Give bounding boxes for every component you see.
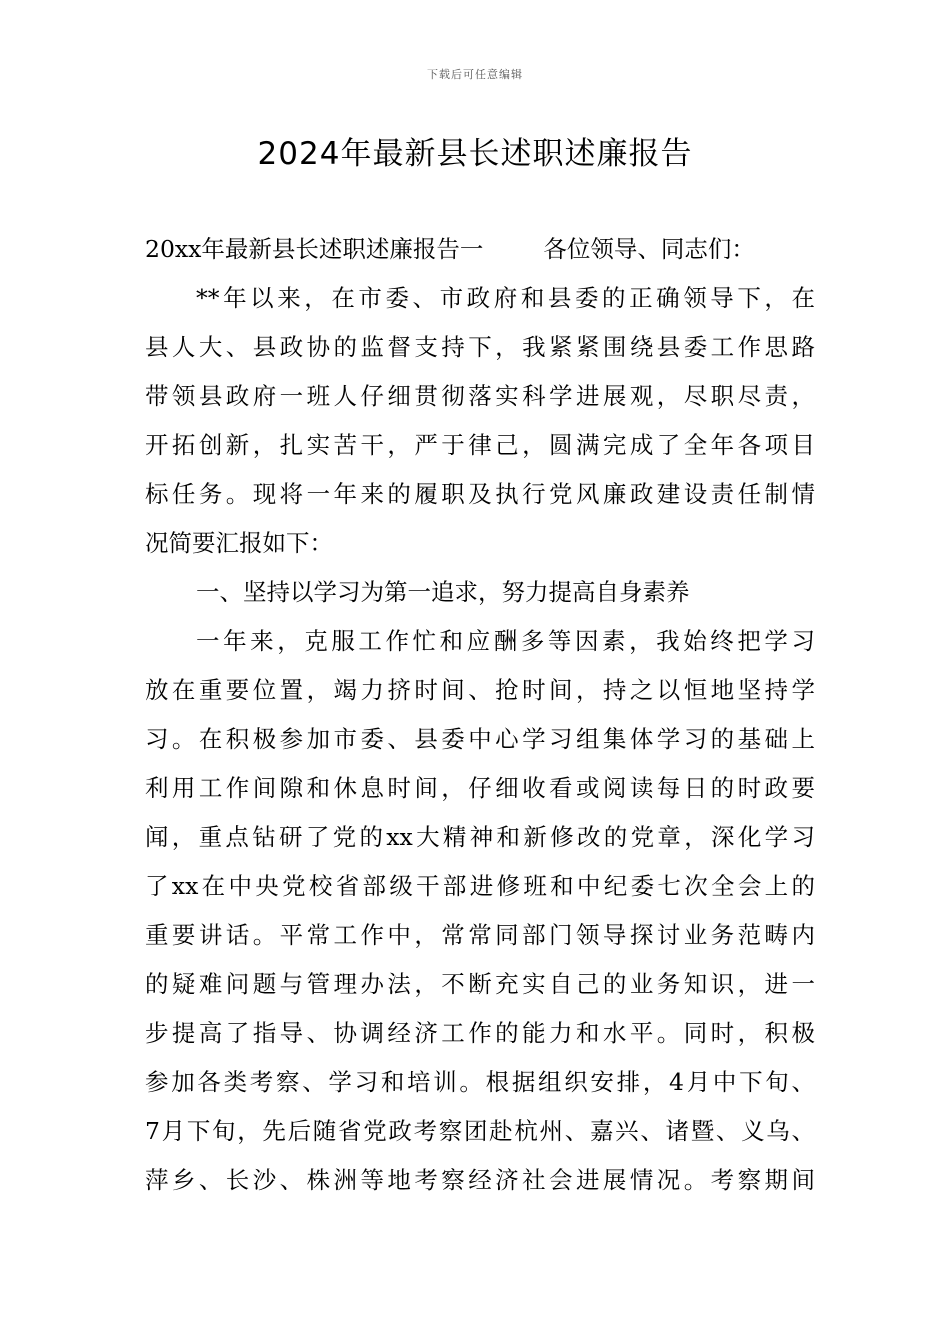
- document-title: 2024年最新县长述职述廉报告: [257, 136, 693, 172]
- greeting: 各位领导、同志们：: [543, 235, 755, 263]
- paragraph-line: 了xx在中央党校省部级干部进修班和中纪委七次全会上的: [145, 872, 815, 900]
- report-subtitle: 20xx年最新县长述职述廉报告一: [145, 235, 484, 263]
- paragraph-line: 况简要汇报如下：: [145, 529, 333, 557]
- paragraph-line: 习。在积极参加市委、县委中心学习组集体学习的基础上: [145, 725, 815, 753]
- paragraph-line: 开拓创新，扎实苦干，严于律己，圆满完成了全年各项目: [145, 431, 815, 459]
- intro-line: [145, 225, 815, 274]
- paragraph-line: **年以来，在市委、市政府和县委的正确领导下，在: [196, 284, 815, 312]
- paragraph-line: 标任务。现将一年来的履职及执行党风廉政建设责任制情: [145, 480, 815, 508]
- document-body: [145, 225, 815, 1205]
- paragraph-line: 闻，重点钻研了党的xx大精神和新修改的党章，深化学习: [145, 823, 815, 851]
- header-note: 下载后可任意编辑: [427, 68, 523, 81]
- paragraph-line: 利用工作间隙和休息时间，仔细收看或阅读每日的时政要: [145, 774, 815, 802]
- paragraph-line: 萍乡、长沙、株洲等地考察经济社会进展情况。考察期间: [145, 1166, 815, 1194]
- paragraph-line: 的疑难问题与管理办法，不断充实自己的业务知识，进一: [145, 970, 815, 998]
- paragraph-line: 参加各类考察、学习和培训。根据组织安排，4月中下旬、: [145, 1068, 815, 1096]
- paragraph-line: 县人大、县政协的监督支持下，我紧紧围绕县委工作思路: [145, 333, 815, 361]
- paragraph-line: 7月下旬，先后随省党政考察团赴杭州、嘉兴、诸暨、义乌、: [145, 1117, 815, 1145]
- paragraph-line: 放在重要位置，竭力挤时间、抢时间，持之以恒地坚持学: [145, 676, 815, 704]
- paragraph-line: 带领县政府一班人仔细贯彻落实科学进展观，尽职尽责，: [145, 382, 815, 410]
- paragraph-line: 步提高了指导、协调经济工作的能力和水平。同时，积极: [145, 1019, 815, 1047]
- paragraph-line: 一年来，克服工作忙和应酬多等因素，我始终把学习: [196, 627, 815, 655]
- section-heading: 一、坚持以学习为第一追求，努力提高自身素养: [196, 578, 690, 606]
- paragraph-line: 重要讲话。平常工作中，常常同部门领导探讨业务范畴内: [145, 921, 815, 949]
